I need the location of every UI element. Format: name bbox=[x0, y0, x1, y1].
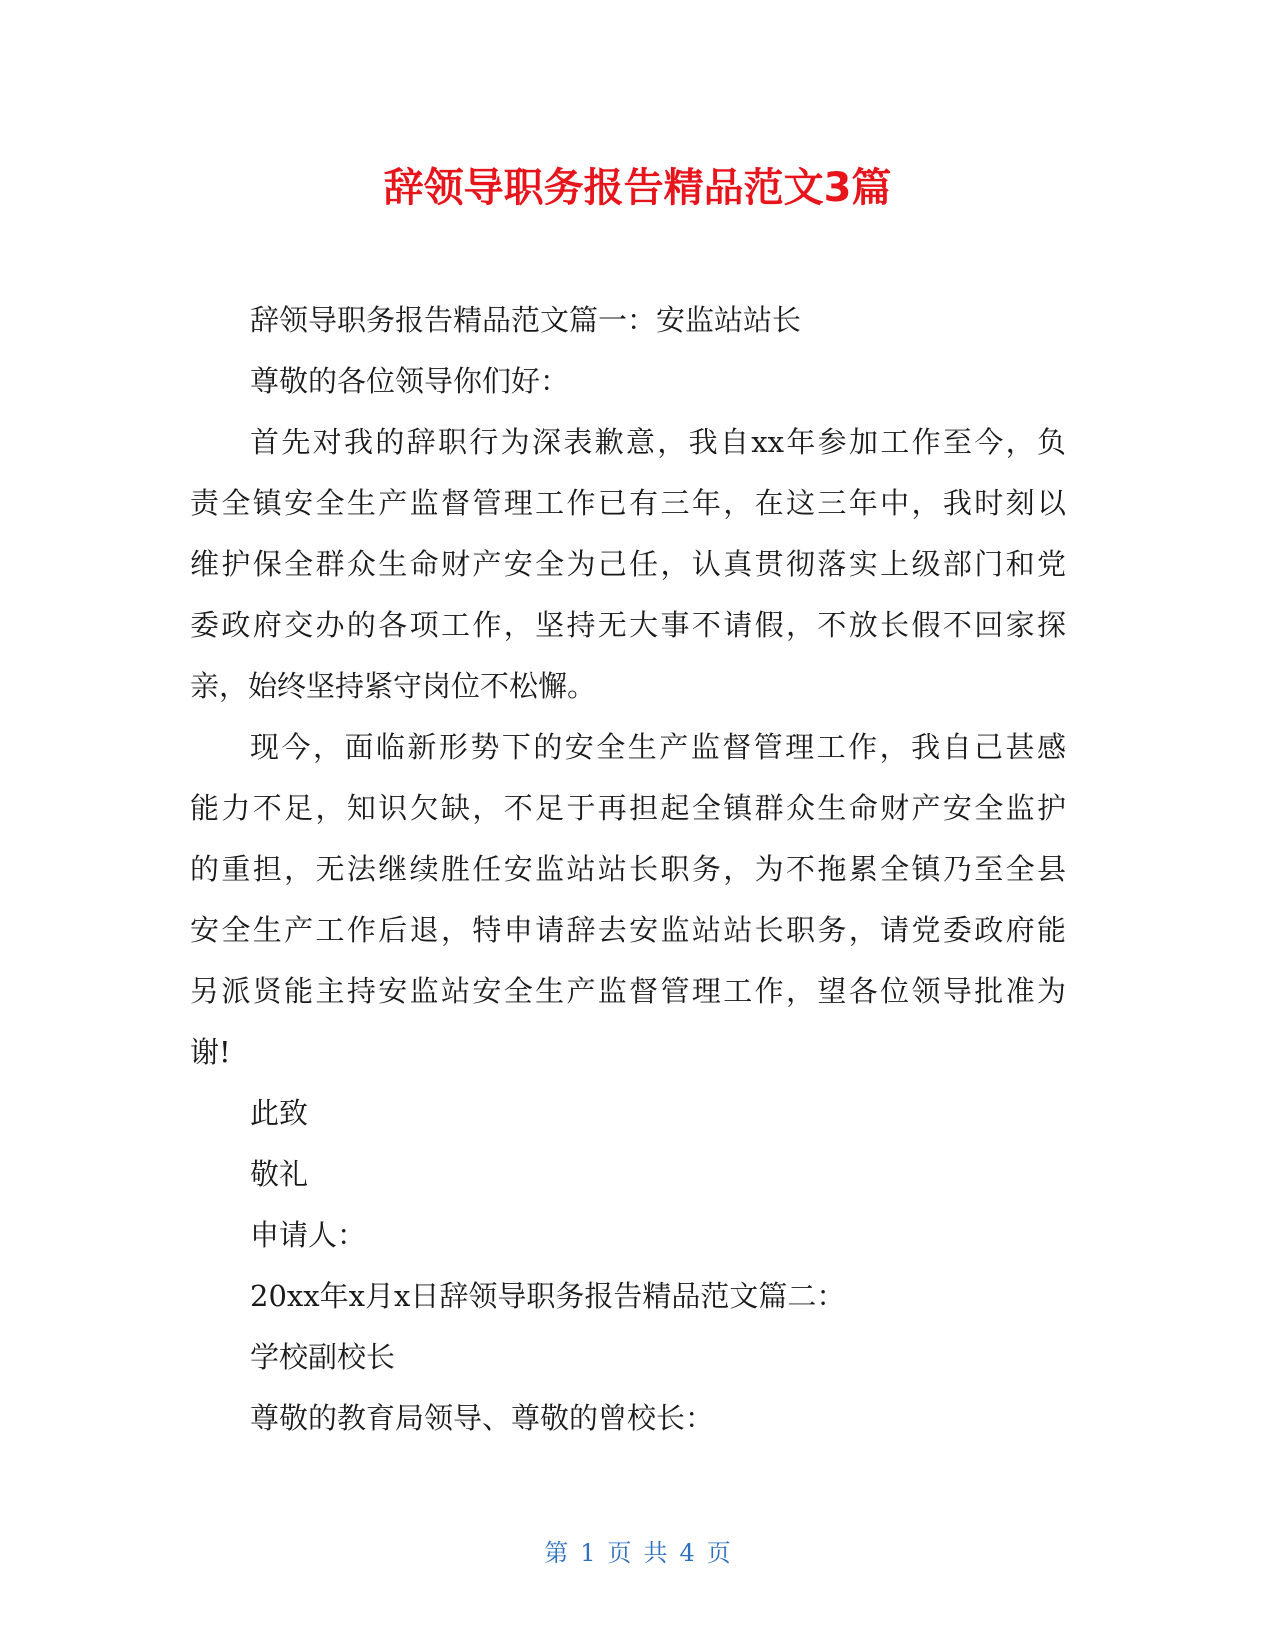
paragraph-line: 另派贤能主持安监站安全生产监督管理工作，望各位领导批准为 bbox=[190, 974, 1066, 1008]
closing-line: 此致 bbox=[250, 1096, 309, 1130]
document-body bbox=[190, 290, 1066, 1449]
paragraph-line: 首先对我的辞职行为深表歉意，我自xx年参加工作至今，负 bbox=[250, 425, 1066, 459]
paragraph-line: 的重担，无法继续胜任安监站站长职务，为不拖累全镇乃至全县 bbox=[190, 852, 1066, 886]
paragraph-line: 谢! bbox=[190, 1035, 231, 1069]
paragraph-line: 委政府交办的各项工作，坚持无大事不请假，不放长假不回家探 bbox=[190, 608, 1066, 642]
footer-page-label: 页 bbox=[607, 1539, 632, 1567]
footer-page-prefix: 第 bbox=[544, 1539, 569, 1567]
paragraph-line: 亲，始终坚持紧守岗位不松懈。 bbox=[190, 669, 597, 703]
page-footer bbox=[0, 1538, 1275, 1568]
paragraph-line: 安全生产工作后退，特申请辞去安监站站长职务，请党委政府能 bbox=[190, 913, 1066, 947]
section-subtitle: 学校副校长 bbox=[250, 1340, 396, 1374]
closing-line: 敬礼 bbox=[250, 1157, 309, 1191]
footer-total-pages: 4 bbox=[679, 1539, 695, 1567]
paragraph-line: 能力不足，知识欠缺，不足于再担起全镇群众生命财产安全监护 bbox=[190, 791, 1066, 825]
salutation-2: 尊敬的教育局领导、尊敬的曾校长： bbox=[250, 1401, 715, 1435]
paragraph-line: 现今，面临新形势下的安全生产监督管理工作，我自己甚感 bbox=[250, 730, 1066, 764]
section-heading-1: 辞领导职务报告精品范文篇一：安监站站长 bbox=[250, 303, 802, 337]
footer-total-suffix: 页 bbox=[706, 1539, 731, 1567]
salutation: 尊敬的各位领导你们好： bbox=[250, 364, 570, 398]
footer-current-page: 1 bbox=[580, 1539, 596, 1567]
paragraph-line: 责全镇安全生产监督管理工作已有三年，在这三年中，我时刻以 bbox=[190, 486, 1066, 520]
document-title: 辞领导职务报告精品范文3篇 bbox=[383, 165, 892, 211]
footer-total-prefix: 共 bbox=[643, 1539, 668, 1567]
paragraph-line: 维护保全群众生命财产安全为己任，认真贯彻落实上级部门和党 bbox=[190, 547, 1066, 581]
date-section-heading-2: 20xx年x月x日辞领导职务报告精品范文篇二： bbox=[250, 1279, 846, 1313]
applicant-line: 申请人： bbox=[250, 1218, 367, 1252]
